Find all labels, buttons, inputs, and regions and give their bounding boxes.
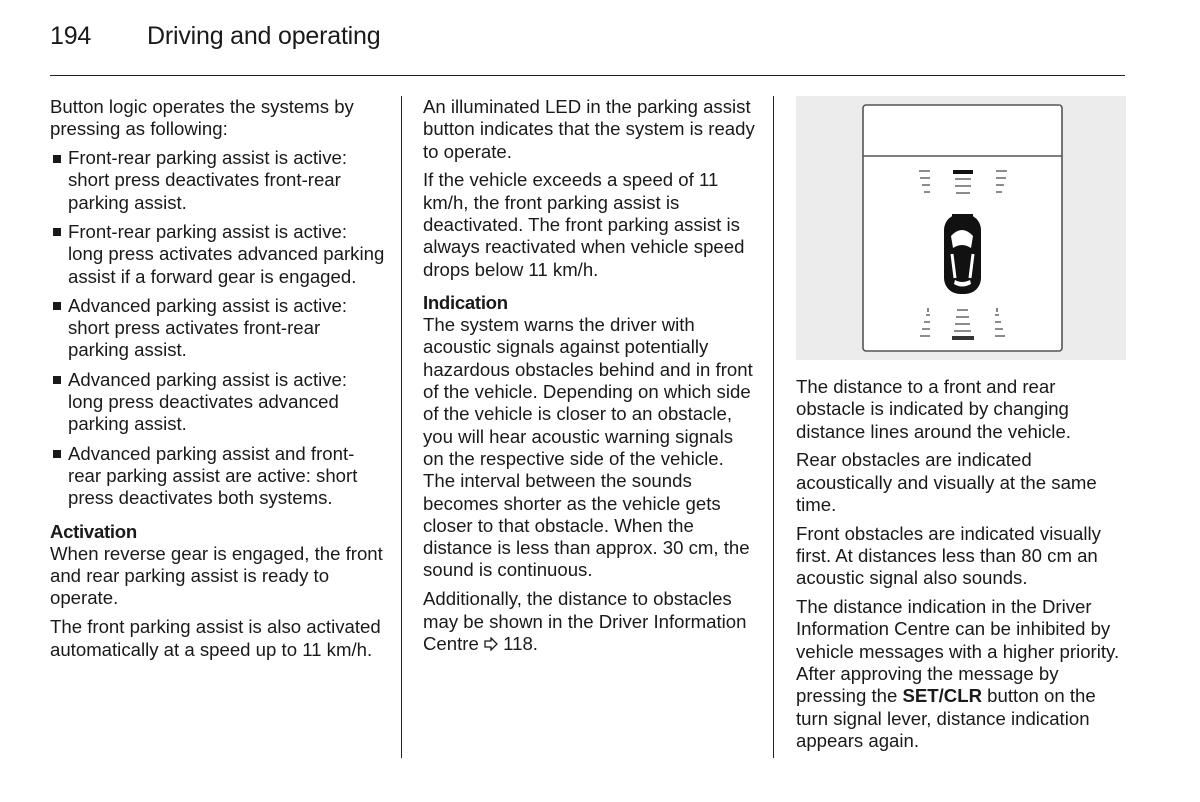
dic-paragraph [423,588,755,655]
parking-distance-display-icon [796,96,1126,360]
list-item-text: Front-rear parking assist is active: short press deactivates front-rear parking assist. [68,147,347,213]
activation-heading: Activation [50,520,137,542]
rear-paragraph: Rear obstacles are indicated acoustically and visually at the same time. [796,449,1097,515]
list-item [50,443,385,510]
header-rule [50,75,1125,76]
intro-paragraph: Button logic operates the systems by pressing as following: [50,96,354,140]
column-divider-1 [401,96,402,758]
list-item [50,295,385,362]
column-1 [50,96,385,667]
bullet-icon [53,376,61,384]
led-paragraph: An illuminated LED in the parking assist button indicates that the system is ready to operate. [423,96,755,162]
distance-paragraph: The distance to a front and rear obstacle is indicated by changing distance lines around the vehicle. [796,376,1071,442]
column-2 [423,96,755,662]
inhibit-text-b: button on the turn signal lever, distance indication appears again. [796,685,1096,751]
page-number: 194 [50,22,92,50]
set-clr-label: SET/CLR [902,685,983,707]
speed-paragraph: If the vehicle exceeds a speed of 11 km/h, the front parking assist is deactivated. The front parking assist is always reactivated when vehicle speed drops below 11 km/h. [423,169,745,280]
page-header [50,22,380,51]
bullet-icon [53,155,61,163]
column-3 [796,96,1128,759]
dic-text: Additionally, the distance to obstacles may be shown in the Driver Information Centre [423,588,747,654]
list-item [50,369,385,436]
list-item-text: Front-rear parking assist is active: long press activates advanced parking assist if a forward gear is engaged. [68,220,385,287]
list-item [50,221,385,288]
activation-paragraph-1: When reverse gear is engaged, the front and rear parking assist is ready to operate. [50,542,383,609]
list-item-text: Advanced parking assist is active: short press activates front-rear parking assist. [68,294,348,361]
inhibit-text-a: The distance indication in the Driver Information Centre can be inhibited by vehicle messages with a higher priority. After approving the message by pressing the [796,596,1120,707]
page-reference[interactable]: 118. [497,632,538,654]
column-divider-2 [773,96,774,758]
activation-paragraph-2: The front parking assist is also activated automatically at a speed up to 11 km/h. [50,616,381,660]
bullet-icon [53,450,61,458]
section-title: Driving and operating [147,22,381,50]
list-item-text: Advanced parking assist and front-rear parking assist are active: short press deactivates both systems. [68,442,358,509]
warning-paragraph: The system warns the driver with acoustic signals against potentially hazardous obstacles behind and in front of the vehicle. Depending on which side of the vehicle is closer to an obstacle, you will hear acoustic warning signals on the respective side of the vehicle. The interval between the sounds becomes shorter as the vehicle gets closer to that obstacle. When the distance is less than approx. 30 cm, the sound is continuous. [423,314,753,581]
front-paragraph: Front obstacles are indicated visually first. At distances less than 80 cm an acoustic signal also sounds. [796,522,1101,589]
indication-heading: Indication [423,291,508,313]
list-item-text: Advanced parking assist is active: long press deactivates advanced parking assist. [68,368,348,435]
button-logic-list [50,147,385,509]
arrow-ref-icon [484,637,498,651]
list-item [50,147,385,214]
bullet-icon [53,228,61,236]
bullet-icon [53,302,61,310]
inhibit-paragraph [796,596,1128,752]
